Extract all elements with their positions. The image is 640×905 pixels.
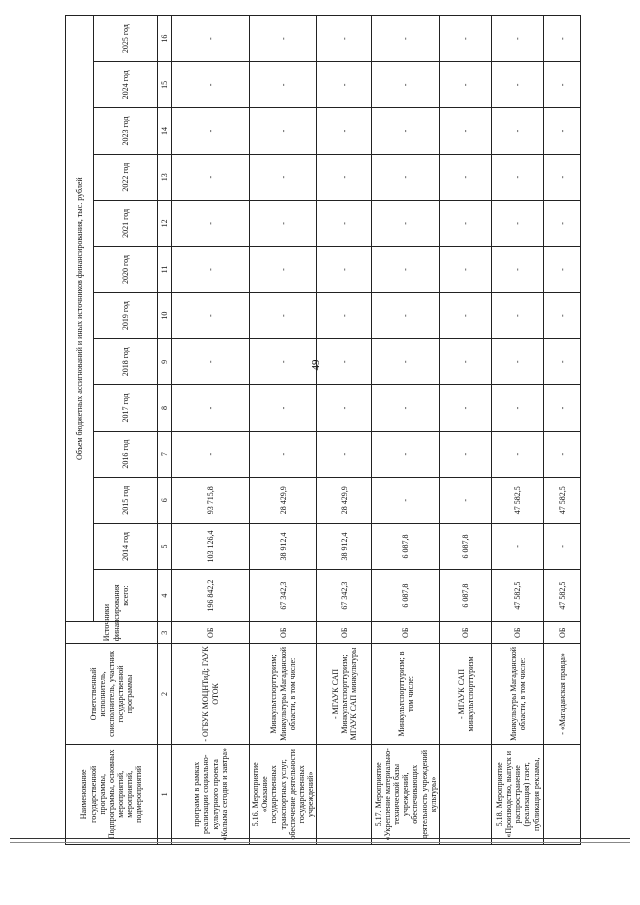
row-value: - bbox=[372, 108, 440, 154]
row-value: - bbox=[172, 62, 250, 108]
row-value: - bbox=[172, 16, 250, 62]
budget-table bbox=[65, 15, 581, 845]
row-value: - bbox=[544, 385, 581, 431]
row-value: - bbox=[440, 62, 492, 108]
row-name bbox=[317, 744, 372, 844]
index-cell: 2 bbox=[158, 644, 172, 744]
row-value: - bbox=[492, 62, 544, 108]
table-row bbox=[372, 16, 440, 845]
row-value: - bbox=[440, 339, 492, 385]
row-responsible: Минкультспорттуризм; Минкультуры Магаданской области, в том числе: bbox=[250, 644, 317, 744]
footer-divider bbox=[10, 842, 630, 843]
header-year: 2024 год bbox=[94, 62, 158, 108]
row-value: - bbox=[317, 200, 372, 246]
row-source: ОБ bbox=[492, 622, 544, 644]
row-value: - bbox=[544, 200, 581, 246]
row-value: - bbox=[544, 523, 581, 569]
row-name: 5.18. Мероприятие «Производство, выпуск и распространение (реализация) газет, публикация рекламы, bbox=[492, 744, 544, 844]
row-source: ОБ bbox=[440, 622, 492, 644]
row-value: - bbox=[492, 523, 544, 569]
row-name: 5.17. Мероприятие «Укрепление материально-технической базы учреждений, обеспечивающих деятельность учреждений культуры» bbox=[372, 744, 440, 844]
row-value: 6 087,8 bbox=[440, 523, 492, 569]
row-value: - bbox=[317, 385, 372, 431]
row-value: - bbox=[440, 246, 492, 292]
row-value: - bbox=[440, 385, 492, 431]
row-value: 28 429,9 bbox=[317, 477, 372, 523]
row-total: 6 087,8 bbox=[440, 570, 492, 622]
table-row bbox=[250, 16, 317, 845]
row-value: - bbox=[544, 16, 581, 62]
row-value: - bbox=[372, 385, 440, 431]
row-value: 103 126,4 bbox=[172, 523, 250, 569]
row-total: 47 582,5 bbox=[492, 570, 544, 622]
row-value: - bbox=[317, 108, 372, 154]
row-value: 28 429,9 bbox=[250, 477, 317, 523]
index-cell: 14 bbox=[158, 108, 172, 154]
header-year: 2022 год bbox=[94, 154, 158, 200]
index-cell: 7 bbox=[158, 431, 172, 477]
header-year: 2014 год bbox=[94, 523, 158, 569]
row-responsible: Минкультуры Магаданской области, в том числе: bbox=[492, 644, 544, 744]
footer-divider bbox=[10, 838, 630, 839]
header-year: 2021 год bbox=[94, 200, 158, 246]
row-name: программ в рамках реализации социально-культурного проекта «Колыма сегодня и завтра» bbox=[172, 744, 250, 844]
row-value: - bbox=[250, 108, 317, 154]
row-value: - bbox=[372, 477, 440, 523]
row-value: - bbox=[440, 108, 492, 154]
row-value: - bbox=[250, 293, 317, 339]
rotated-page bbox=[65, 15, 575, 845]
row-value: 38 912,4 bbox=[317, 523, 372, 569]
index-cell: 10 bbox=[158, 293, 172, 339]
row-value: - bbox=[317, 62, 372, 108]
row-value: 38 912,4 bbox=[250, 523, 317, 569]
header-year: 2016 год bbox=[94, 431, 158, 477]
header-source: Источники финансирования bbox=[66, 622, 158, 644]
row-responsible: - МГАУК САП минкультспорттуризм bbox=[440, 644, 492, 744]
row-name bbox=[440, 744, 492, 844]
row-value: 47 582,5 bbox=[492, 477, 544, 523]
header-responsible: Ответственный исполнитель, соисполнитель, участник государственной программы bbox=[66, 644, 158, 744]
row-value: - bbox=[544, 246, 581, 292]
row-value: - bbox=[317, 154, 372, 200]
row-value: - bbox=[492, 16, 544, 62]
row-value: - bbox=[492, 385, 544, 431]
row-total: 67 342,3 bbox=[250, 570, 317, 622]
table-row bbox=[172, 16, 250, 845]
row-value: - bbox=[492, 246, 544, 292]
row-value: - bbox=[492, 108, 544, 154]
row-value: - bbox=[172, 385, 250, 431]
row-value: - bbox=[492, 293, 544, 339]
row-responsible: Минкультспорттуризм; в том числе: bbox=[372, 644, 440, 744]
row-total: 6 087,8 bbox=[372, 570, 440, 622]
row-value: - bbox=[440, 16, 492, 62]
index-cell: 5 bbox=[158, 523, 172, 569]
row-value: - bbox=[250, 200, 317, 246]
row-value: - bbox=[544, 154, 581, 200]
row-value: - bbox=[172, 293, 250, 339]
row-value: - bbox=[172, 246, 250, 292]
index-cell: 15 bbox=[158, 62, 172, 108]
row-value: - bbox=[372, 200, 440, 246]
row-value: - bbox=[372, 431, 440, 477]
row-value: - bbox=[440, 200, 492, 246]
row-value: - bbox=[492, 200, 544, 246]
row-name: 5.16. Мероприятие «Оказание государственных транспортных услуг, обеспечение деятельности государственных учреждений» bbox=[250, 744, 317, 844]
row-value: - bbox=[544, 293, 581, 339]
row-value: - bbox=[372, 154, 440, 200]
row-value: - bbox=[544, 431, 581, 477]
row-total: 47 582,5 bbox=[544, 570, 581, 622]
row-value: - bbox=[372, 16, 440, 62]
index-cell: 16 bbox=[158, 16, 172, 62]
row-value: - bbox=[492, 154, 544, 200]
row-value: - bbox=[317, 16, 372, 62]
header-year: 2018 год bbox=[94, 339, 158, 385]
index-cell: 9 bbox=[158, 339, 172, 385]
row-value: - bbox=[250, 431, 317, 477]
row-value: - bbox=[440, 477, 492, 523]
row-source: ОБ bbox=[317, 622, 372, 644]
row-value: - bbox=[317, 339, 372, 385]
index-cell: 11 bbox=[158, 246, 172, 292]
row-value: 47 582,5 bbox=[544, 477, 581, 523]
index-cell: 13 bbox=[158, 154, 172, 200]
row-value: - bbox=[544, 62, 581, 108]
row-value: 6 087,8 bbox=[372, 523, 440, 569]
table-row bbox=[544, 16, 581, 845]
index-cell: 8 bbox=[158, 385, 172, 431]
row-total: 196 842,2 bbox=[172, 570, 250, 622]
row-value: - bbox=[544, 108, 581, 154]
row-total: 67 342,3 bbox=[317, 570, 372, 622]
header-budget-group: Объем бюджетных ассигнований и иных источников финансирования, тыс. рублей bbox=[66, 16, 94, 622]
index-row bbox=[158, 16, 172, 845]
row-value: - bbox=[317, 293, 372, 339]
row-value: - bbox=[250, 339, 317, 385]
row-source: ОБ bbox=[544, 622, 581, 644]
row-responsible: - МГАУК САП Минкультспорттуризм; МГАУК САП минкультуры bbox=[317, 644, 372, 744]
index-cell: 3 bbox=[158, 622, 172, 644]
row-value: - bbox=[172, 339, 250, 385]
row-source: ОБ bbox=[372, 622, 440, 644]
table-container bbox=[65, 15, 575, 845]
row-name bbox=[544, 744, 581, 844]
row-value: - bbox=[172, 431, 250, 477]
header-year: 2019 год bbox=[94, 293, 158, 339]
row-value: - bbox=[172, 154, 250, 200]
row-value: - bbox=[172, 108, 250, 154]
header-year: 2015 год bbox=[94, 477, 158, 523]
row-source: ОБ bbox=[172, 622, 250, 644]
row-value: - bbox=[250, 246, 317, 292]
row-value: - bbox=[372, 339, 440, 385]
row-value: - bbox=[317, 246, 372, 292]
row-value: - bbox=[250, 16, 317, 62]
header-year: 2025 год bbox=[94, 16, 158, 62]
row-value: - bbox=[372, 293, 440, 339]
row-source: ОБ bbox=[250, 622, 317, 644]
row-value: - bbox=[250, 154, 317, 200]
row-value: - bbox=[317, 431, 372, 477]
row-value: - bbox=[492, 431, 544, 477]
row-value: - bbox=[250, 62, 317, 108]
index-cell: 12 bbox=[158, 200, 172, 246]
table-row bbox=[492, 16, 544, 845]
row-value: 93 715,8 bbox=[172, 477, 250, 523]
index-cell: 6 bbox=[158, 477, 172, 523]
row-value: - bbox=[172, 200, 250, 246]
row-responsible: - ОГБУК МОЦНТиД; ГАУК ОТОК bbox=[172, 644, 250, 744]
row-responsible: - «Магаданская правда» bbox=[544, 644, 581, 744]
header-total: всего: bbox=[94, 570, 158, 622]
table-row bbox=[440, 16, 492, 845]
row-value: - bbox=[440, 154, 492, 200]
page-number: 49 bbox=[310, 359, 322, 371]
header-year: 2017 год bbox=[94, 385, 158, 431]
row-value: - bbox=[250, 385, 317, 431]
row-value: - bbox=[372, 246, 440, 292]
header-year: 2020 год bbox=[94, 246, 158, 292]
row-value: - bbox=[544, 339, 581, 385]
header-year: 2023 год bbox=[94, 108, 158, 154]
header-name: Наименование государственной программы, Подпрограммы, основных мероприятий, мероприятий, подмероприятий bbox=[66, 744, 158, 844]
index-cell: 1 bbox=[158, 744, 172, 844]
row-value: - bbox=[440, 431, 492, 477]
row-value: - bbox=[492, 339, 544, 385]
index-cell: 4 bbox=[158, 570, 172, 622]
table-row bbox=[317, 16, 372, 845]
table-body bbox=[172, 16, 581, 845]
row-value: - bbox=[440, 293, 492, 339]
row-value: - bbox=[372, 62, 440, 108]
